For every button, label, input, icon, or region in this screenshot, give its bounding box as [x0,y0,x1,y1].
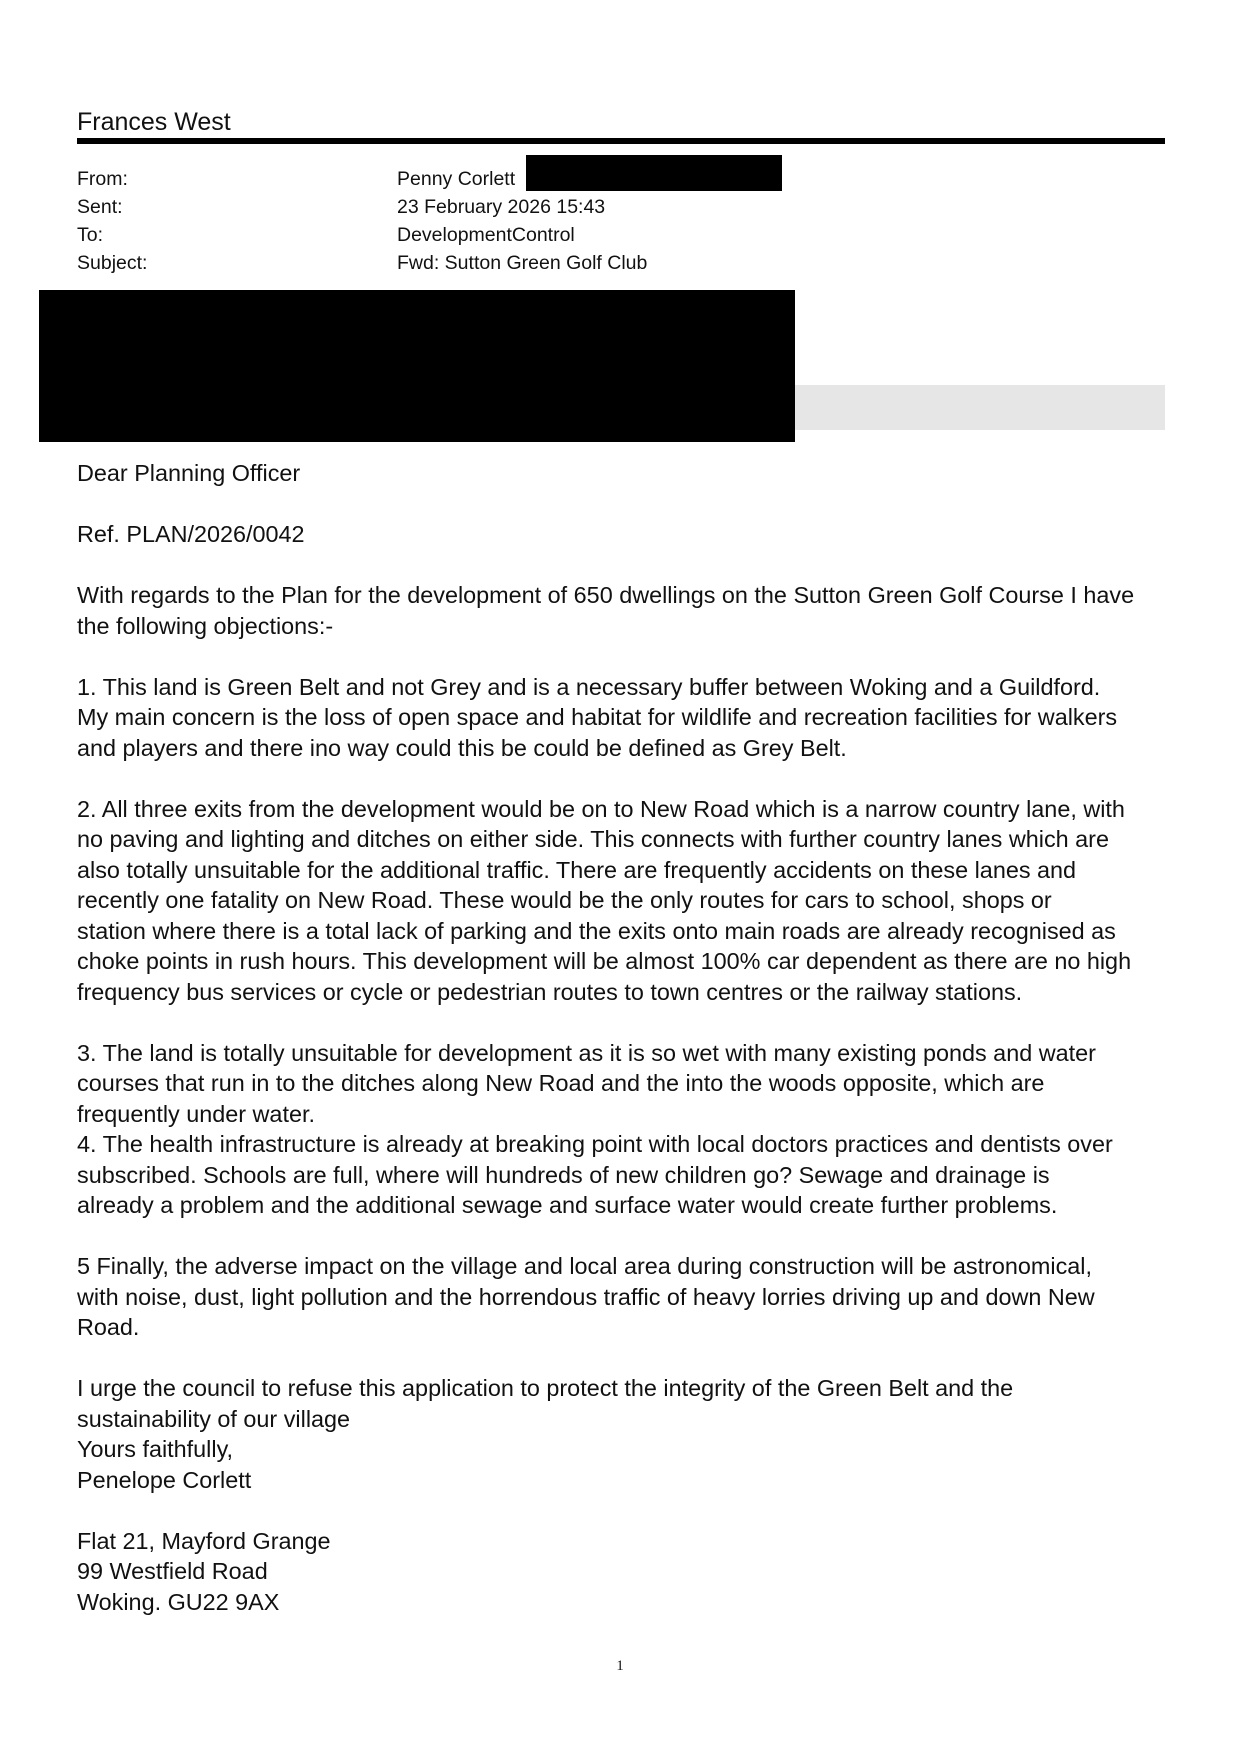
objection-1-line: 1. This land is Green Belt and not Grey and is a necessary buffer between Woking and a Guildford. [77,673,1101,700]
from-value: Penny Corlett [397,168,516,190]
intro-line: the following objections:- [77,612,334,639]
objection-5-line: 5 Finally, the adverse impact on the village and local area during construction will be astronomical, [77,1253,1092,1279]
objection-5-line: with noise, dust, light pollution and the horrendous traffic of heavy lorries driving up and down New [77,1283,1095,1310]
closing-line: I urge the council to refuse this application to protect the integrity of the Green Belt and the [77,1375,1014,1401]
objection-1-line: My main concern is the loss of open space and habitat for wildlife and recreation facilities for walkers [77,704,1118,730]
redacted-block [39,290,795,442]
signer-name: Penelope Corlett [77,1466,252,1493]
letter-body [77,458,1167,1617]
grey-banner [792,385,1165,430]
reference: Ref. PLAN/2026/0042 [77,521,305,547]
subject-label: Subject: [77,252,148,274]
sent-label: Sent: [77,196,123,218]
objection-3-line: courses that run in to the ditches along New Road and the into the woods opposite, which are [77,1070,1045,1096]
objection-2-line: recently one fatality on New Road. These would be the only routes for cars to school, shops or [77,887,1052,913]
objection-2-line: frequency bus services or cycle or pedestrian routes to town centres or the railway stations. [77,978,1023,1005]
objection-2-line: no paving and lighting and ditches on either side. This connects with further country lanes which are [77,826,1109,852]
objection-4-line: subscribed. Schools are full, where will hundreds of new children go? Sewage and drainage is [77,1161,1050,1188]
address-line: 99 Westfield Road [77,1558,268,1584]
to-label: To: [77,224,104,246]
intro-line: With regards to the Plan for the development of 650 dwellings on the Sutton Green Golf Course I have [77,582,1135,608]
closing-line: sustainability of our village [77,1405,351,1432]
salutation: Dear Planning Officer [77,460,301,486]
header-rule [77,138,1165,144]
objection-2-line: station where there is a total lack of parking and the exits onto main roads are already recognised as [77,917,1116,944]
to-value: DevelopmentControl [397,224,575,246]
objection-5-line: Road. [77,1314,140,1340]
objection-4-line: already a problem and the additional sewage and surface water would create further problems. [77,1192,1058,1218]
signoff: Yours faithfully, [77,1436,234,1462]
from-label: From: [77,168,128,190]
page-owner-name: Frances West [77,108,231,136]
redacted-sender-email [526,155,782,191]
objection-2-line: 2. All three exits from the development would be on to New Road which is a narrow country lane, with [77,795,1125,822]
objection-3-line: 3. The land is totally unsuitable for development as it is so wet with many existing ponds and water [77,1039,1096,1066]
objection-4-line: 4. The health infrastructure is already at breaking point with local doctors practices and dentists over [77,1131,1113,1157]
address-line: Woking. GU22 9AX [77,1588,280,1615]
objection-2-line: choke points in rush hours. This development will be almost 100% car dependent as there are no high [77,948,1132,974]
subject-value: Fwd: Sutton Green Golf Club [397,252,648,274]
address-line: Flat 21, Mayford Grange [77,1527,331,1554]
sent-value: 23 February 2026 15:43 [397,196,606,218]
objection-2-line: also totally unsuitable for the additional traffic. There are frequently accidents on these lanes and [77,856,1077,883]
objection-3-line: frequently under water. [77,1100,315,1127]
objection-1-line: and players and there ino way could this be could be defined as Grey Belt. [77,734,847,761]
page-number: 1 [616,1658,624,1674]
